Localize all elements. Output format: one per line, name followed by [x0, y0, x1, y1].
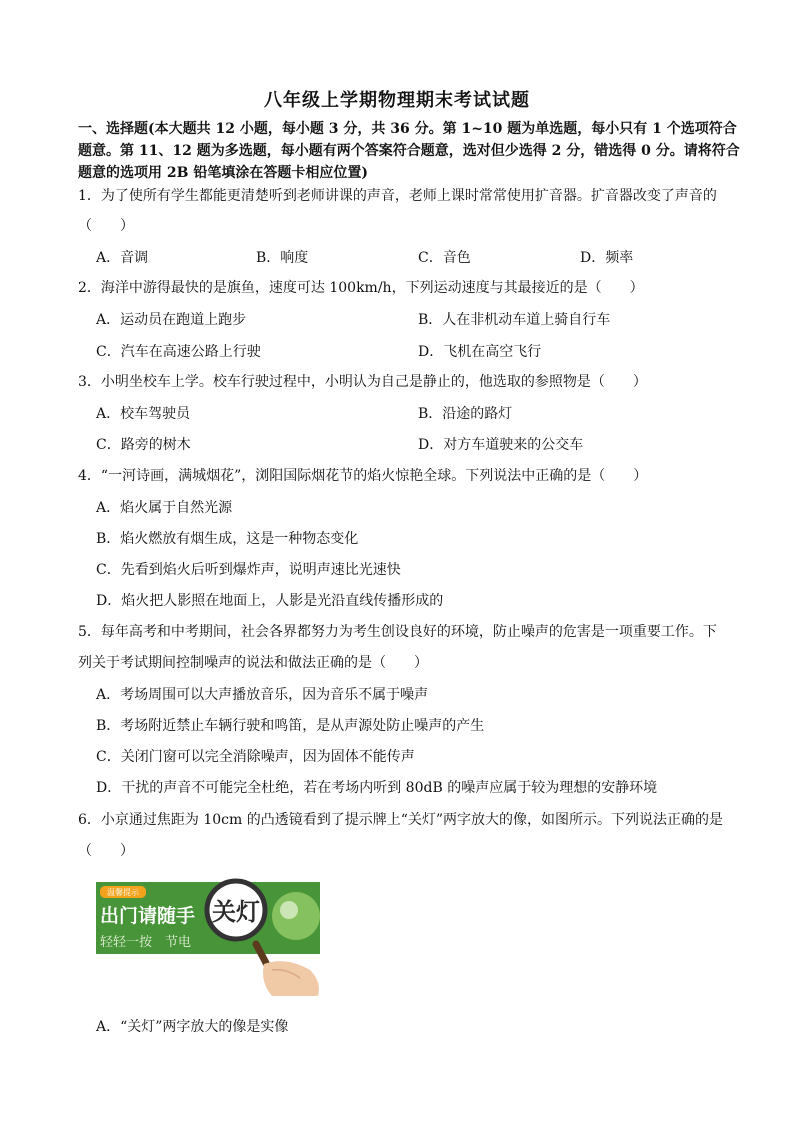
q5-option-b: B．考场附近禁止车辆行驶和鸣笛，是从声源处防止噪声的产生	[96, 718, 485, 734]
hand-image	[263, 961, 319, 996]
q6-stem-line1: 6．小京通过焦距为 10cm 的凸透镜看到了提示牌上“关灯”两字放大的像，如图所示。下列说法正确的是	[78, 812, 724, 828]
sign-magnified-text: 关灯	[212, 898, 260, 926]
q4-option-d: D．焰火把人影照在地面上，人影是光沿直线传播形成的	[96, 593, 444, 609]
q2-stem: 2．海洋中游得最快的是旗鱼，速度可达 100km/h，下列运动速度与其最接近的是（ ）	[78, 280, 644, 296]
q3-option-b: B．沿途的路灯	[418, 406, 513, 422]
page-title: 八年级上学期物理期末考试试题	[264, 90, 530, 111]
section-instructions: 一、选择题(本大题共 12 小题，每小题 3 分，共 36 分。第 1~10 题为单选题，每小只有 1 个选项符合题意。第 11、12 题为多选题，每小题有两个答案符合题意，选对但少选得 2 分，错选得 0 分。请将符合题意的选项用 2B 铅笔填涂在答题卡相应位置)	[78, 121, 740, 181]
q1-option-b: B．响度	[256, 250, 309, 266]
sign-badge: 温馨提示	[107, 888, 139, 897]
q5-option-d: D．干扰的声音不可能完全杜绝，若在考场内听到 80dB 的噪声应属于较为理想的安静环境	[96, 780, 658, 796]
q1-stem-line1: 1．为了使所有学生都能更清楚听到老师讲课的声音，老师上课时常常使用扩音器。扩音器改变了声音的	[78, 188, 717, 204]
q3-stem: 3．小明坐校车上学。校车行驶过程中，小明认为自己是静止的，他选取的参照物是（ ）	[78, 374, 647, 390]
q2-option-d: D．飞机在高空飞行	[418, 344, 542, 360]
q2-option-c: C．汽车在高速公路上行驶	[96, 344, 261, 360]
q4-option-b: B．焰火燃放有烟生成，这是一种物态变化	[96, 531, 359, 547]
q1-option-a: A．音调	[96, 250, 149, 266]
q1-stem-line2: （ ）	[78, 218, 134, 234]
q1-option-d: D．频率	[580, 250, 634, 266]
magnifier-sign-figure	[96, 878, 324, 998]
q4-stem: 4．“一河诗画，满城烟花”，浏阳国际烟花节的焰火惊艳全球。下列说法中正确的是（ ）	[78, 468, 648, 484]
q4-option-a: A．焰火属于自然光源	[96, 500, 233, 516]
q1-option-c: C．音色	[418, 250, 471, 266]
q3-option-c: C．路旁的树木	[96, 437, 191, 453]
sign-line1: 出门请随手	[100, 905, 196, 927]
q5-option-a: A．考场周围可以大声播放音乐，因为音乐不属于噪声	[96, 687, 429, 703]
q5-stem-line1: 5．每年高考和中考期间，社会各界都努力为考生创设良好的环境，防止噪声的危害是一项重要工作。下	[78, 624, 717, 640]
sign-illustration	[96, 878, 324, 998]
q4-option-c: C．先看到焰火后听到爆炸声，说明声速比光速快	[96, 562, 401, 578]
q3-option-d: D．对方车道驶来的公交车	[418, 437, 584, 453]
q5-option-c: C．关闭门窗可以完全消除噪声，因为固体不能传声	[96, 749, 415, 765]
q6-option-a: A．“关灯”两字放大的像是实像	[96, 1019, 289, 1035]
q3-option-a: A．校车驾驶员	[96, 406, 191, 422]
globe-icon	[272, 892, 320, 940]
q2-option-a: A．运动员在跑道上跑步	[96, 312, 247, 328]
q2-option-b: B．人在非机动车道上骑自行车	[418, 312, 611, 328]
q6-stem-line2: （ ）	[78, 843, 134, 859]
q5-stem-line2: 列关于考试期间控制噪声的说法和做法正确的是（ ）	[78, 655, 428, 671]
sign-line2: 轻轻一按 节电	[100, 935, 192, 950]
